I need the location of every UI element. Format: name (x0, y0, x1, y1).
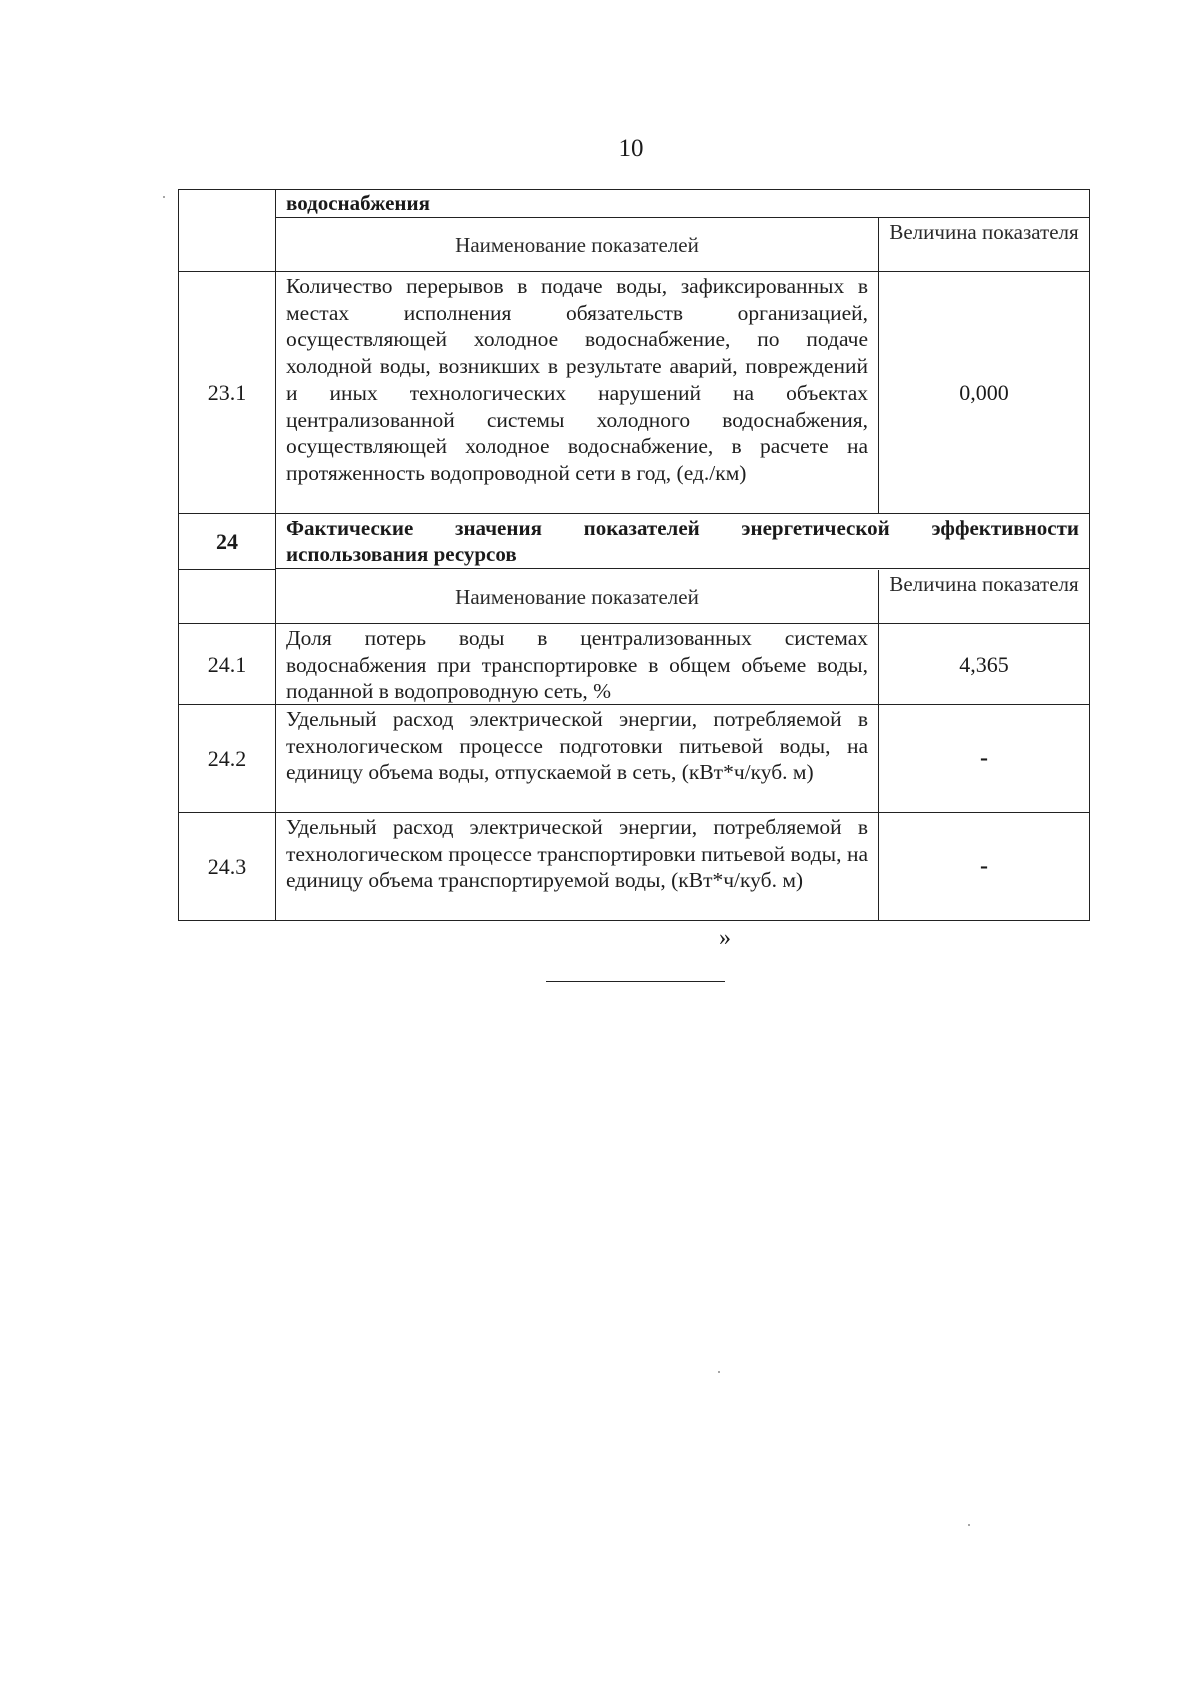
row-description: Удельный расход электрической энергии, потребляемой в технологическом процессе транспортировки питьевой воды, на единицу объема транспортируемой воды, (кВт*ч/куб. м) (276, 813, 879, 920)
row-value: 0,000 (959, 379, 1009, 405)
row-description: Удельный расход электрической энергии, потребляемой в технологическом процессе подготовки питьевой воды, на единицу объема воды, отпускаемой в сеть, (кВт*ч/куб. м) (276, 705, 879, 812)
row-value: 4,365 (959, 651, 1009, 677)
row-description: Доля потерь воды в централизованных системах водоснабжения при транспортировке в общем объеме воды, поданной в водопроводную сеть, % (276, 624, 879, 705)
closing-quote-mark: » (719, 925, 731, 951)
section-24-header-row (276, 570, 1089, 623)
section-23-header-row (276, 217, 1089, 271)
table-row (178, 812, 1090, 921)
row-content (276, 272, 1089, 513)
row-number: 24.3 (179, 813, 276, 920)
section-23-block (178, 189, 1090, 271)
column-header-value: Величина показателя (889, 220, 1079, 244)
column-header-value: Величина показателя (889, 572, 1079, 596)
scan-speck (718, 1371, 720, 1373)
row-value: - (980, 745, 988, 771)
indicators-table (178, 189, 1090, 921)
end-rule (546, 981, 725, 982)
row-description: Количество перерывов в подаче воды, зафиксированных в местах исполнения обязательств организацией, осуществляющей холодное водоснабжение, по подаче холодной воды, возникших в результате аварий, повреждений и иных технологических нарушений на объектах централизованной системы холодного водоснабжения, осуществляющей холодное водоснабжение, в расчете на протяженность водопроводной сети в год, (ед./км) (276, 272, 879, 513)
row-number: 23.1 (179, 272, 276, 513)
section-24-block (178, 513, 1090, 570)
section-number: 24 (179, 514, 276, 570)
section-23-number-cell (179, 190, 276, 271)
scan-speck (968, 1524, 970, 1526)
column-header-name: Наименование показателей (276, 570, 879, 623)
row-content (276, 624, 1089, 705)
page-number: 10 (618, 135, 644, 162)
row-number: 24.1 (179, 624, 276, 705)
section-24-header (178, 570, 1090, 623)
row-value: - (980, 853, 988, 879)
scan-speck (163, 196, 165, 198)
header-number-cell (179, 570, 276, 623)
section-title: Фактические значения показателей энергетической эффективности использования ресурсов (276, 514, 1089, 569)
column-header-name: Наименование показателей (276, 218, 879, 271)
row-content (276, 813, 1089, 920)
table-row (178, 271, 1090, 513)
table-row (178, 704, 1090, 812)
table-row (178, 623, 1090, 704)
row-content (276, 705, 1089, 812)
row-number: 24.2 (179, 705, 276, 812)
section-23-continued-title: водоснабжения (286, 191, 430, 215)
